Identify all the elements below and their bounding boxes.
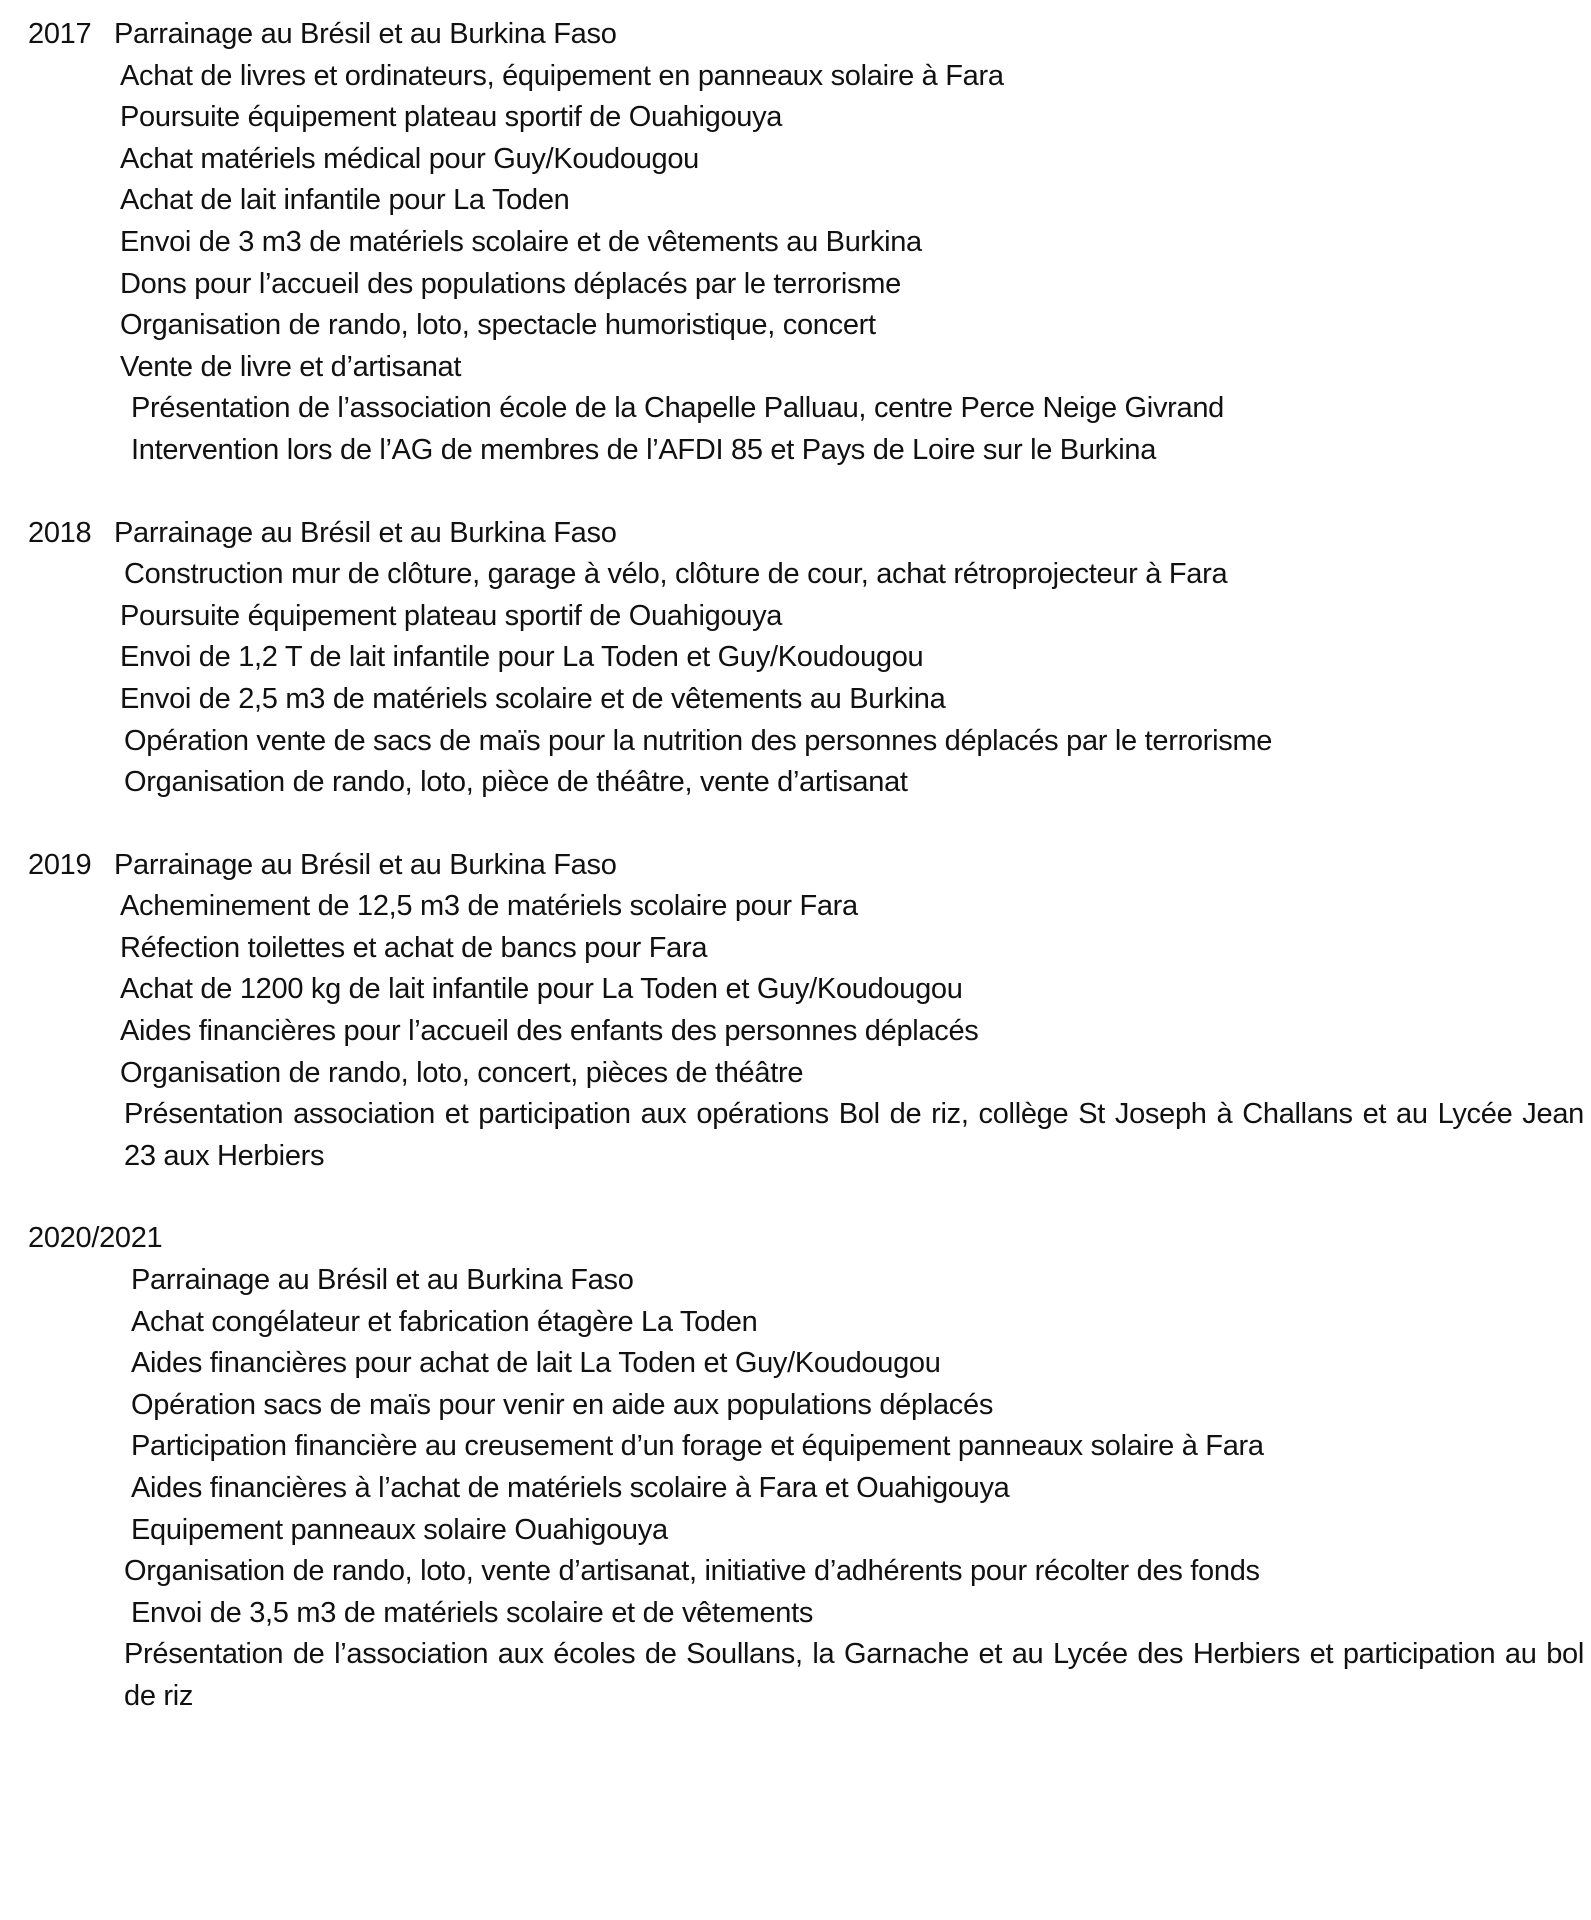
list-item: Organisation de rando, loto, vente d’artisanat, initiative d’adhérents pour récolter des fonds xyxy=(124,1555,1260,1588)
section-heading xyxy=(28,845,1591,887)
list-item: Achat de livres et ordinateurs, équipement en panneaux solaire à Fara xyxy=(120,59,1004,92)
list-item: Vente de livre et d’artisanat xyxy=(120,350,462,383)
list-item: Achat congélateur et fabrication étagère La Toden xyxy=(131,1305,758,1338)
list-item: Poursuite équipement plateau sportif de Ouahigouya xyxy=(120,599,783,632)
list-item: Opération sacs de maïs pour venir en aide aux populations déplacés xyxy=(131,1388,994,1421)
year-label: 2017 xyxy=(28,18,92,50)
list-item: Poursuite équipement plateau sportif de Ouahigouya xyxy=(120,101,783,134)
list-item: Intervention lors de l’AG de membres de l’AFDI 85 et Pays de Loire sur le Burkina xyxy=(131,433,1157,466)
list-item: Opération vente de sacs de maïs pour la nutrition des personnes déplacés par le terrorisme xyxy=(124,724,1273,757)
list-item: Envoi de 3 m3 de matériels scolaire et de vêtements au Burkina xyxy=(120,225,922,258)
list-item: Organisation de rando, loto, concert, pièces de théâtre xyxy=(120,1056,804,1089)
list-item: Dons pour l’accueil des populations déplacés par le terrorisme xyxy=(120,267,901,300)
list-item: Parrainage au Brésil et au Burkina Faso xyxy=(131,1264,634,1297)
list-item: Acheminement de 12,5 m3 de matériels scolaire pour Fara xyxy=(120,890,858,923)
list-item: Achat matériels médical pour Guy/Koudougou xyxy=(120,142,700,175)
list-item: Envoi de 2,5 m3 de matériels scolaire et de vêtements au Burkina xyxy=(120,682,946,715)
list-item: Présentation de l’association aux écoles de Soullans, la Garnache et au Lycée des Herbiers et participation au bol de riz xyxy=(124,1638,1584,1712)
list-item: Réfection toilettes et achat de bancs pour Fara xyxy=(120,931,708,964)
section-heading xyxy=(28,513,1591,555)
section-heading xyxy=(28,14,1591,56)
section-2018 xyxy=(28,513,1591,804)
section-heading xyxy=(28,1218,1591,1260)
year-label: 2018 xyxy=(28,516,92,549)
list-item: Achat de lait infantile pour La Toden xyxy=(120,184,570,217)
heading-text: Parrainage au Brésil et au Burkina Faso xyxy=(114,848,617,881)
section-2019 xyxy=(28,845,1591,1178)
list-item: Organisation de rando, loto, spectacle humoristique, concert xyxy=(120,309,876,342)
list-item: Construction mur de clôture, garage à vélo, clôture de cour, achat rétroprojecteur à Fara xyxy=(124,558,1228,591)
list-item: Aides financières à l’achat de matériels scolaire à Fara et Ouahigouya xyxy=(131,1472,1010,1504)
list-item: Aides financières pour achat de lait La Toden et Guy/Koudougou xyxy=(131,1347,941,1380)
heading-text: Parrainage au Brésil et au Burkina Faso xyxy=(114,18,617,50)
list-item: Participation financière au creusement d’un forage et équipement panneaux solaire à Fara xyxy=(131,1430,1264,1463)
list-item: Organisation de rando, loto, pièce de théâtre, vente d’artisanat xyxy=(124,766,908,799)
list-item: Aides financières pour l’accueil des enfants des personnes déplacés xyxy=(120,1015,979,1048)
section-2017 xyxy=(28,14,1591,472)
list-item: Présentation association et participation aux opérations Bol de riz, collège St Joseph à Challans et au Lycée Jean 23 aux Herbiers xyxy=(124,1098,1584,1172)
list-item: Equipement panneaux solaire Ouahigouya xyxy=(131,1513,668,1546)
list-item: Envoi de 3,5 m3 de matériels scolaire et de vêtements xyxy=(131,1596,814,1629)
year-label: 2020/2021 xyxy=(28,1222,163,1255)
list-item: Envoi de 1,2 T de lait infantile pour La Toden et Guy/Koudougou xyxy=(120,641,924,674)
heading-text: Parrainage au Brésil et au Burkina Faso xyxy=(114,516,617,549)
year-label: 2019 xyxy=(28,848,92,881)
section-2020-2021 xyxy=(28,1218,1591,1717)
list-item: Achat de 1200 kg de lait infantile pour La Toden et Guy/Koudougou xyxy=(120,973,963,1006)
list-item: Présentation de l’association école de la Chapelle Palluau, centre Perce Neige Givrand xyxy=(131,392,1224,425)
